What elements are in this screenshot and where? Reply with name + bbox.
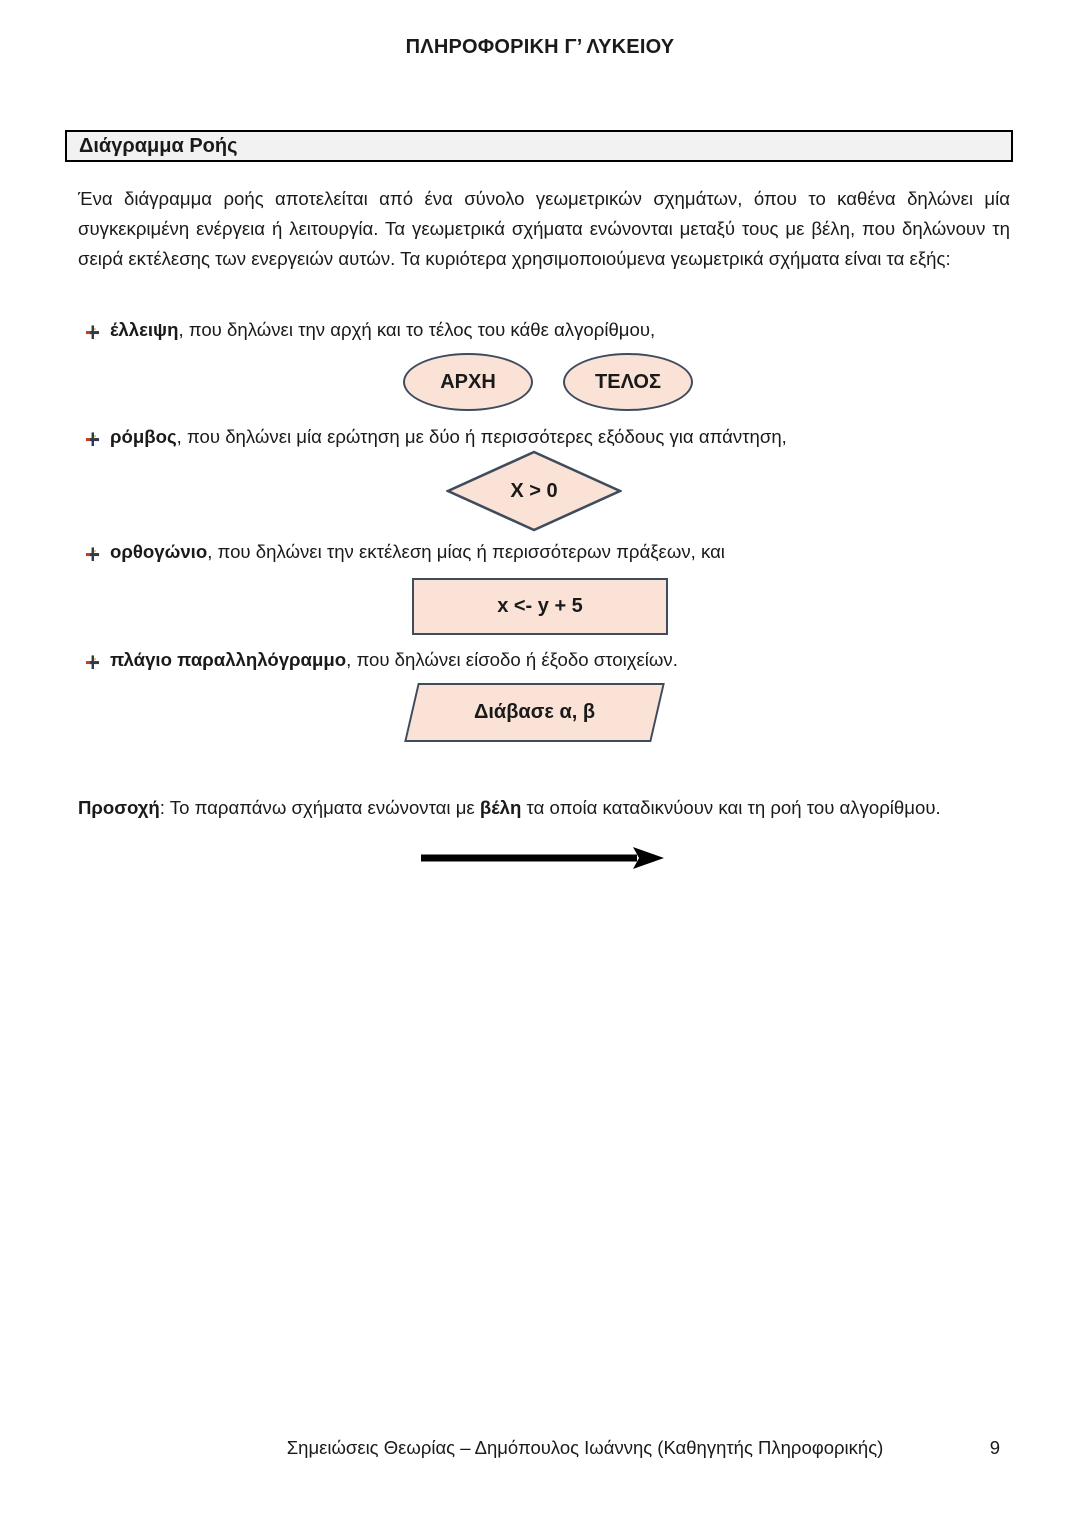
attention-label: Προσοχή [78,797,160,818]
pushpin-bullet-icon [85,428,100,454]
flowchart-ellipse-start [403,353,533,411]
section-title: Διάγραμμα Ροής [79,134,238,157]
page-footer [0,1437,1080,1467]
note-text: τα οποία καταδικνύουν και τη ροή του αλγορίθμου. [521,797,941,818]
flowchart-parallelogram [404,683,665,742]
rectangle-label: x <- y + 5 [497,595,583,617]
list-item-text [110,317,655,343]
attention-note [78,793,1010,823]
ellipse-start-label: ΑΡΧΗ [440,370,496,393]
shape-description: , που δηλώνει την αρχή και το τέλος του κάθε αλγορίθμου, [178,319,656,340]
note-bold-word: βέλη [479,797,522,818]
list-item-text [110,424,787,450]
list-item-parallelogram [85,647,1010,677]
pushpin-bullet-icon [85,543,100,569]
list-item-text [110,539,725,565]
flow-arrow [421,846,666,875]
intro-paragraph: Ένα διάγραμμα ροής αποτελείται από ένα σύνολο γεωμετρικών σχημάτων, όπου το καθένα δηλώνει μία συγκεκριμένη ενέργεια ή λειτουργία. Τα γεωμετρικά σχήματα ενώνονται μεταξύ τους με βέλη, που δηλώνουν τη σειρά εκτέλεσης των ενεργειών αυτών. Τα κυριότερα χρησιμοποιούμενα γεωμετρικά σχήματα είναι τα εξής: [78,188,1010,269]
diamond-label-wrap [446,450,622,532]
page-title: ΠΛΗΡΟΦΟΡΙΚΗ Γ’ ΛΥΚΕΙΟΥ [405,36,675,58]
parallelogram-label: Διάβασε α, β [473,701,596,723]
page-number: 9 [989,1437,1000,1458]
shape-description: , που δηλώνει την εκτέλεση μίας ή περισσότερων πράξεων, και [207,541,725,562]
shape-term: πλάγιο παραλληλόγραμμο [110,649,347,670]
shape-term: ορθογώνιο [110,541,208,562]
flowchart-rectangle [412,578,668,635]
diamond-label: X > 0 [510,479,558,502]
shape-term: έλλειψη [110,319,179,340]
note-text: : Το παραπάνω σχήματα ενώνονται με [159,797,480,818]
pushpin-bullet-icon [85,321,100,347]
list-item-rectangle [85,539,1010,569]
ellipse-end-label: ΤΕΛΟΣ [595,370,661,393]
flowchart-ellipse-end [563,353,693,411]
shape-description: , που δηλώνει είσοδο ή έξοδο στοιχείων. [346,649,678,670]
footer-text: Σημειώσεις Θεωρίας – Δημόπουλος Ιωάννης (Καθηγητής Πληροφορικής) [286,1437,884,1458]
list-item-text [110,647,678,673]
shape-description: , που δηλώνει μία ερώτηση με δύο ή περισσότερες εξόδους για απάντηση, [176,426,787,447]
shape-term: ρόμβος [110,426,177,447]
flowchart-diamond [446,450,622,532]
pushpin-bullet-icon [85,651,100,677]
section-header-box [65,130,1013,162]
list-item-ellipse [85,317,1010,347]
